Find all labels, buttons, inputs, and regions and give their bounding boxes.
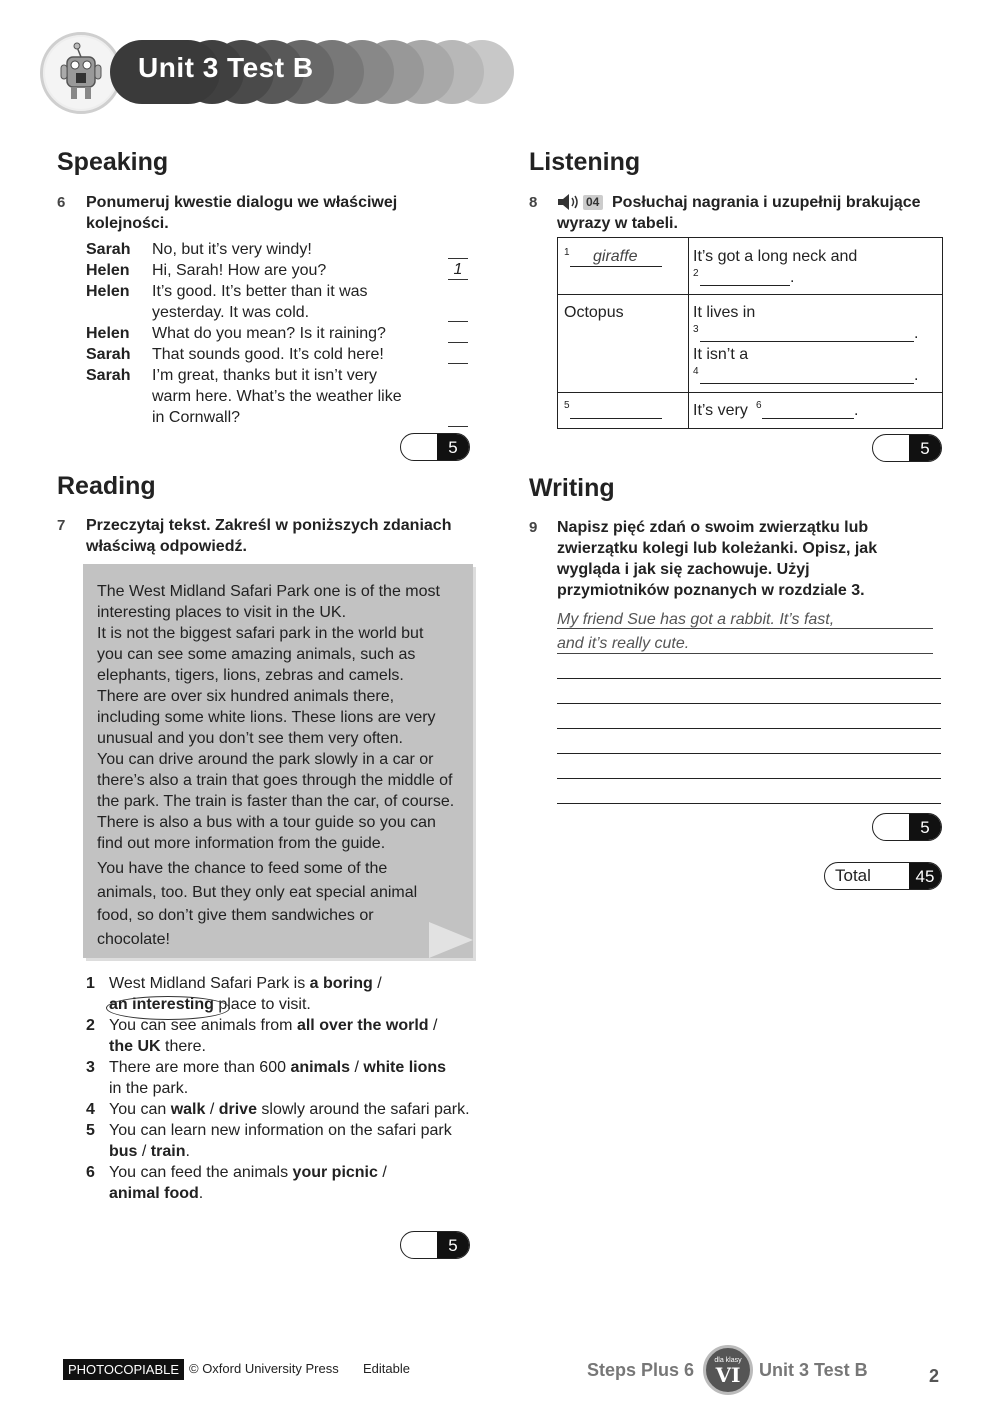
answer-circle-mark xyxy=(106,996,230,1020)
gap-line[interactable] xyxy=(700,341,914,342)
speaking-question-number: 6 xyxy=(57,194,66,211)
listening-question-number: 8 xyxy=(529,194,538,211)
gap-number: 4 xyxy=(693,366,699,377)
option-choice[interactable]: train xyxy=(150,1143,186,1160)
reading-option-item: 4 You can walk / drive slowly around the safari park. xyxy=(86,1101,470,1118)
table-animal: Octopus xyxy=(564,304,624,321)
listening-instruction: Posłuchaj nagrania i uzupełnij brakujące wyrazy w tabeli. xyxy=(557,194,921,232)
option-choice[interactable]: animal food xyxy=(109,1185,199,1202)
class-badge: dla klasy VI xyxy=(703,1345,753,1395)
option-choice[interactable]: animals xyxy=(290,1059,351,1076)
gap-line[interactable] xyxy=(700,285,790,286)
gap-line[interactable] xyxy=(570,418,662,419)
option-choice[interactable]: an interesting xyxy=(109,996,214,1013)
table-description: It isn’t a xyxy=(693,346,749,363)
writing-line[interactable] xyxy=(557,678,941,679)
option-choice[interactable]: bus xyxy=(109,1143,138,1160)
reading-heading: Reading xyxy=(57,472,156,500)
writing-question-number: 9 xyxy=(529,519,538,536)
gap-number: 1 xyxy=(564,247,570,258)
option-choice[interactable]: all over the world xyxy=(296,1017,429,1034)
table-description: It’s got a long neck and xyxy=(693,248,858,265)
writing-example-line: and it’s really cute. xyxy=(557,635,690,652)
robot-icon xyxy=(43,35,119,111)
speaking-instruction: Ponumeruj kwestie dialogu we właściwej kolejności. xyxy=(86,194,398,232)
writing-line[interactable] xyxy=(557,803,941,804)
page-number: 2 xyxy=(929,1366,940,1386)
reading-option-item: 1 West Midland Safari Park is a boring / an interesting place to visit. xyxy=(86,975,382,1013)
total-score-box: Total 45 xyxy=(824,862,942,890)
table-description: It lives in xyxy=(693,304,756,321)
reading-passage: The West Midland Safari Park one is of the most interesting places to visit in the UK. It is not the biggest safari park in the world but you can see some amazing animals, such as elephants, tigers, lions, zebras and camels. There are over six hundred animals there, including some white lions. These lions are very unusual and you don’t see them very often. You can drive around the park slowly in a car or there’s also a train that goes through the middle of the park. The train is faster than the car, of course. There is also a bus with a tour guide so you can find out more information from the guide. You have the chance to feed some of the animals, too. But they only eat special animal food, so don’t give them sandwiches or chocolate! xyxy=(97,583,455,948)
gap-line[interactable] xyxy=(762,418,854,419)
reading-option-item: 2 You can see animals from all over the world / the UK there. xyxy=(86,1017,438,1055)
editable-text: Editable xyxy=(363,1361,410,1376)
option-choice[interactable]: white lions xyxy=(363,1059,447,1076)
gap-number: 3 xyxy=(693,324,699,335)
reading-option-item: 6 You can feed the animals your picnic / animal food. xyxy=(86,1164,387,1202)
reading-option-item: 5 You can learn new information on the safari park bus / train. xyxy=(86,1122,452,1160)
reading-instruction: Przeczytaj tekst. Zakreśl w poniższych zdaniach właściwą odpowiedź. xyxy=(86,517,452,555)
writing-line[interactable] xyxy=(557,628,933,629)
option-choice[interactable]: drive xyxy=(218,1101,257,1118)
order-answer-field[interactable] xyxy=(448,239,468,259)
writing-instruction: Napisz pięć zdań o swoim zwierzątku lub zwierzątku kolegi lub koleżanki. Opisz, jak wygląda i jak się zachowuje. Użyj przymiotników poznanych w rozdziale 3. xyxy=(557,519,878,599)
order-answer-field[interactable] xyxy=(448,407,468,427)
course-name: Steps Plus 6 xyxy=(587,1360,695,1380)
listening-heading: Listening xyxy=(529,148,641,176)
order-answer-field[interactable] xyxy=(448,302,468,322)
order-answer-field[interactable]: 1 xyxy=(448,260,468,280)
gap-number: 6 xyxy=(756,400,762,411)
writing-line[interactable] xyxy=(557,728,941,729)
reading-option-item: 3 There are more than 600 animals / white lions in the park. xyxy=(86,1059,447,1097)
photocopiable-label: PHOTOCOPIABLE xyxy=(63,1359,184,1380)
speaking-heading: Speaking xyxy=(57,148,169,176)
reading-score-box: 5 xyxy=(400,1231,470,1259)
listening-score-box: 5 xyxy=(872,434,942,462)
writing-line[interactable] xyxy=(557,703,941,704)
footer-unit: Unit 3 Test B xyxy=(759,1360,868,1380)
gap-line[interactable] xyxy=(570,266,662,267)
reading-question-number: 7 xyxy=(57,517,66,534)
writing-score-box: 5 xyxy=(872,813,942,841)
audio-track-number: 04 xyxy=(586,195,600,209)
gap-number: 2 xyxy=(693,268,699,279)
writing-line[interactable] xyxy=(557,778,941,779)
gap-line[interactable] xyxy=(700,383,914,384)
writing-line[interactable] xyxy=(557,753,941,754)
option-choice[interactable]: the UK xyxy=(109,1038,161,1055)
order-answer-field[interactable] xyxy=(448,344,468,364)
option-choice[interactable]: a boring xyxy=(309,975,373,992)
order-answer-field[interactable] xyxy=(448,323,468,343)
table-description: It’s very xyxy=(693,402,748,419)
writing-example-line: My friend Sue has got a rabbit. It’s fast, xyxy=(557,611,835,628)
page-title: Unit 3 Test B xyxy=(138,52,314,83)
writing-heading: Writing xyxy=(529,474,615,502)
writing-line[interactable] xyxy=(557,653,933,654)
speaking-score-box: 5 xyxy=(400,433,470,461)
gap-number: 5 xyxy=(564,400,570,411)
option-choice[interactable]: walk xyxy=(170,1101,206,1118)
copyright-text: © Oxford University Press xyxy=(189,1361,339,1376)
answer-example: giraffe xyxy=(593,248,638,265)
option-choice[interactable]: your picnic xyxy=(292,1164,378,1181)
